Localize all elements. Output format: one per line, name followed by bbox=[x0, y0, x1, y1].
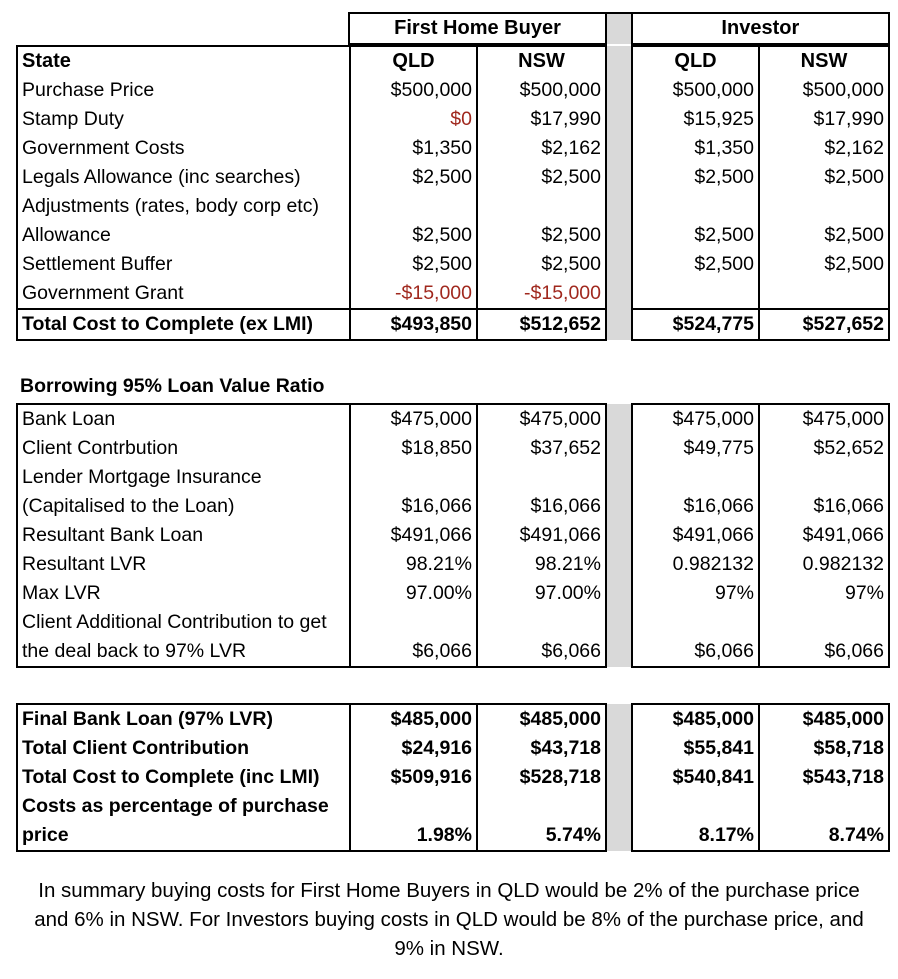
column-gap bbox=[606, 704, 632, 734]
row-label: Final Bank Loan (97% LVR) bbox=[17, 704, 350, 734]
value-cell: $6,066 bbox=[632, 608, 759, 667]
column-gap bbox=[606, 279, 632, 309]
value-cell: $512,652 bbox=[477, 309, 606, 340]
value-cell: $2,500 bbox=[350, 250, 477, 279]
value-cell: $509,916 bbox=[350, 763, 477, 792]
value-cell: 0.982132 bbox=[632, 550, 759, 579]
value-cell: $491,066 bbox=[350, 521, 477, 550]
value-cell: $524,775 bbox=[632, 309, 759, 340]
value-cell: $55,841 bbox=[632, 734, 759, 763]
row-label: Resultant Bank Loan bbox=[17, 521, 350, 550]
table1-row bbox=[17, 279, 889, 309]
value-cell: $0 bbox=[350, 105, 477, 134]
value-cell: $2,500 bbox=[759, 163, 889, 192]
value-cell: $485,000 bbox=[477, 704, 606, 734]
value-cell: $475,000 bbox=[477, 404, 606, 434]
value-cell: $500,000 bbox=[632, 76, 759, 105]
value-cell: $49,775 bbox=[632, 434, 759, 463]
value-cell: $2,500 bbox=[350, 192, 477, 250]
row-label: Total Client Contribution bbox=[17, 734, 350, 763]
table2-row bbox=[17, 521, 889, 550]
row-label: Lender Mortgage Insurance (Capitalised to the Loan) bbox=[17, 463, 350, 521]
value-cell: $491,066 bbox=[759, 521, 889, 550]
value-cell bbox=[632, 279, 759, 309]
column-gap bbox=[606, 763, 632, 792]
value-cell: $58,718 bbox=[759, 734, 889, 763]
table1-row bbox=[17, 309, 889, 340]
row-label: Total Cost to Complete (ex LMI) bbox=[17, 309, 350, 340]
value-cell: $493,850 bbox=[350, 309, 477, 340]
table3-row bbox=[17, 763, 889, 792]
value-cell: $6,066 bbox=[477, 608, 606, 667]
column-gap bbox=[606, 163, 632, 192]
value-cell: $6,066 bbox=[350, 608, 477, 667]
row-label: Resultant LVR bbox=[17, 550, 350, 579]
column-gap bbox=[606, 250, 632, 279]
value-cell: 8.17% bbox=[632, 792, 759, 851]
column-gap bbox=[606, 134, 632, 163]
value-cell: 8.74% bbox=[759, 792, 889, 851]
column-gap bbox=[606, 404, 632, 434]
value-cell: $2,500 bbox=[477, 192, 606, 250]
value-cell: $2,500 bbox=[759, 250, 889, 279]
table1-row bbox=[17, 105, 889, 134]
value-cell: $1,350 bbox=[350, 134, 477, 163]
column-gap bbox=[606, 105, 632, 134]
row-label: Government Grant bbox=[17, 279, 350, 309]
value-cell: $17,990 bbox=[759, 105, 889, 134]
value-cell: $16,066 bbox=[759, 463, 889, 521]
row-label: Adjustments (rates, body corp etc) Allowance bbox=[17, 192, 350, 250]
costs-header-row bbox=[17, 46, 889, 76]
value-cell: 98.21% bbox=[477, 550, 606, 579]
loan-section-title: Borrowing 95% Loan Value Ratio bbox=[20, 375, 325, 397]
table1-row bbox=[17, 250, 889, 279]
table2-row bbox=[17, 579, 889, 608]
table1-row bbox=[17, 134, 889, 163]
value-cell: $491,066 bbox=[477, 521, 606, 550]
value-cell: $528,718 bbox=[477, 763, 606, 792]
column-gap bbox=[606, 734, 632, 763]
column-gap bbox=[606, 76, 632, 105]
value-cell: 0.982132 bbox=[759, 550, 889, 579]
value-cell: $2,500 bbox=[632, 192, 759, 250]
table3-row bbox=[17, 792, 889, 851]
row-label: Bank Loan bbox=[17, 404, 350, 434]
column-gap bbox=[606, 792, 632, 851]
value-cell: $500,000 bbox=[759, 76, 889, 105]
value-cell: $16,066 bbox=[477, 463, 606, 521]
column-gap bbox=[606, 579, 632, 608]
row-label: Costs as percentage of purchase price bbox=[17, 792, 350, 851]
table3-row bbox=[17, 704, 889, 734]
summary-text: In summary buying costs for First Home Buyers in QLD would be 2% of the purchase price and 6% in NSW. For Investors buying costs in QLD would be 8% of the purchase price, and 9% in NSW. bbox=[34, 879, 864, 960]
final-table bbox=[16, 703, 890, 852]
row-label: Stamp Duty bbox=[17, 105, 350, 134]
group-header bbox=[16, 12, 890, 45]
row-label: Total Cost to Complete (inc LMI) bbox=[17, 763, 350, 792]
value-cell: $475,000 bbox=[350, 404, 477, 434]
value-cell: $52,652 bbox=[759, 434, 889, 463]
table2-row bbox=[17, 608, 889, 667]
group-first-home-buyer: First Home Buyer bbox=[349, 13, 605, 44]
table2-row bbox=[17, 463, 889, 521]
value-cell: $485,000 bbox=[759, 704, 889, 734]
value-cell: 97.00% bbox=[350, 579, 477, 608]
value-cell: $475,000 bbox=[632, 404, 759, 434]
header-inv-qld: QLD bbox=[632, 46, 759, 76]
value-cell: $17,990 bbox=[477, 105, 606, 134]
value-cell: -$15,000 bbox=[477, 279, 606, 309]
value-cell: $475,000 bbox=[759, 404, 889, 434]
value-cell: $2,500 bbox=[477, 163, 606, 192]
header-fhb-qld: QLD bbox=[350, 46, 477, 76]
value-cell bbox=[759, 279, 889, 309]
value-cell: 5.74% bbox=[477, 792, 606, 851]
loan-table bbox=[16, 403, 890, 668]
value-cell: 97% bbox=[759, 579, 889, 608]
value-cell: $543,718 bbox=[759, 763, 889, 792]
value-cell: $1,350 bbox=[632, 134, 759, 163]
value-cell: $18,850 bbox=[350, 434, 477, 463]
value-cell: $527,652 bbox=[759, 309, 889, 340]
value-cell: $540,841 bbox=[632, 763, 759, 792]
table2-row bbox=[17, 550, 889, 579]
row-label: Client Contrbution bbox=[17, 434, 350, 463]
value-cell: $37,652 bbox=[477, 434, 606, 463]
row-label: Government Costs bbox=[17, 134, 350, 163]
header-fhb-nsw: NSW bbox=[477, 46, 606, 76]
value-cell: $2,500 bbox=[632, 163, 759, 192]
column-gap bbox=[606, 434, 632, 463]
value-cell: $2,500 bbox=[477, 250, 606, 279]
value-cell: $16,066 bbox=[350, 463, 477, 521]
column-gap bbox=[606, 608, 632, 667]
value-cell: 98.21% bbox=[350, 550, 477, 579]
value-cell: $500,000 bbox=[477, 76, 606, 105]
column-gap bbox=[606, 550, 632, 579]
value-cell: 97% bbox=[632, 579, 759, 608]
value-cell: $2,500 bbox=[350, 163, 477, 192]
row-label: Client Additional Contribution to get the deal back to 97% LVR bbox=[17, 608, 350, 667]
value-cell: $2,500 bbox=[632, 250, 759, 279]
value-cell: $2,162 bbox=[759, 134, 889, 163]
value-cell: -$15,000 bbox=[350, 279, 477, 309]
table1-row bbox=[17, 192, 889, 250]
value-cell: $16,066 bbox=[632, 463, 759, 521]
value-cell: $500,000 bbox=[350, 76, 477, 105]
table2-row bbox=[17, 434, 889, 463]
header-inv-nsw: NSW bbox=[759, 46, 889, 76]
table2-row bbox=[17, 404, 889, 434]
column-gap bbox=[606, 192, 632, 250]
value-cell: 1.98% bbox=[350, 792, 477, 851]
value-cell: $485,000 bbox=[350, 704, 477, 734]
value-cell: $491,066 bbox=[632, 521, 759, 550]
value-cell: $43,718 bbox=[477, 734, 606, 763]
group-investor: Investor bbox=[632, 13, 889, 44]
header-state: State bbox=[17, 46, 350, 76]
value-cell: $15,925 bbox=[632, 105, 759, 134]
table3-row bbox=[17, 734, 889, 763]
group-gap bbox=[606, 13, 632, 44]
table1-row bbox=[17, 76, 889, 105]
value-cell: $6,066 bbox=[759, 608, 889, 667]
column-gap bbox=[606, 309, 632, 340]
value-cell: 97.00% bbox=[477, 579, 606, 608]
column-gap bbox=[606, 463, 632, 521]
table1-row bbox=[17, 163, 889, 192]
row-label: Max LVR bbox=[17, 579, 350, 608]
value-cell: $2,162 bbox=[477, 134, 606, 163]
value-cell: $2,500 bbox=[759, 192, 889, 250]
row-label: Settlement Buffer bbox=[17, 250, 350, 279]
row-label: Purchase Price bbox=[17, 76, 350, 105]
value-cell: $485,000 bbox=[632, 704, 759, 734]
row-label: Legals Allowance (inc searches) bbox=[17, 163, 350, 192]
costs-table bbox=[16, 45, 890, 341]
value-cell: $24,916 bbox=[350, 734, 477, 763]
column-gap bbox=[606, 521, 632, 550]
